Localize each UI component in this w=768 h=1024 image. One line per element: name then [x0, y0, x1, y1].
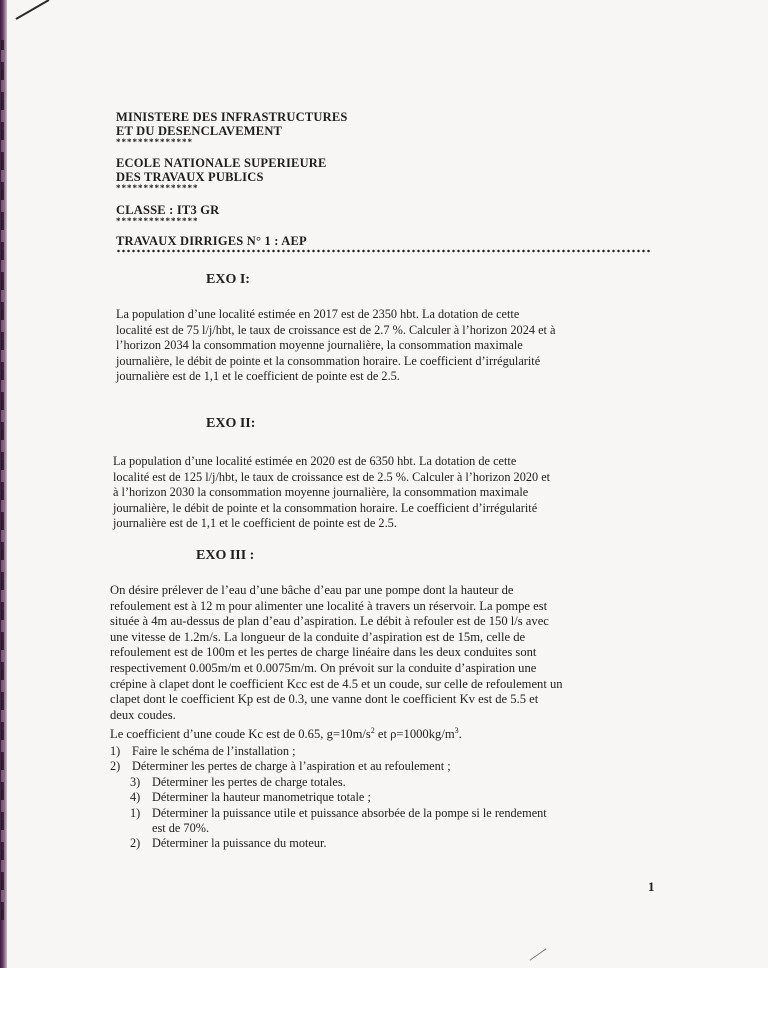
class-label: CLASSE : IT3 GR — [116, 203, 220, 217]
separator-stars: *************** — [116, 183, 199, 193]
header-block — [116, 110, 348, 147]
text-line: une vitesse de 1.2m/s. La longueur de la conduite d’aspiration est de 15m, celle de — [110, 629, 526, 644]
item-text: Déterminer les pertes de charge à l’aspiration et au refoulement ; — [132, 759, 451, 774]
text-line: journalière est de 1,1 et le coefficient de pointe est de 2.5. — [113, 516, 397, 531]
item-text: Déterminer la puissance du moteur. — [152, 836, 327, 851]
text-line: clapet dont le coefficient Kp est de 0.3, une vanne dont le coefficient Kv est de 5.5 et — [110, 692, 539, 707]
item-number: 2) — [130, 836, 141, 851]
school-line-1: ECOLE NATIONALE SUPERIEURE — [116, 156, 327, 170]
school-line-2: DES TRAVAUX PUBLICS — [116, 170, 264, 184]
item-text-continued: est de 70%. — [152, 821, 210, 836]
text-line: l’horizon 2034 la consommation moyenne journalière, la consommation maximale — [116, 338, 523, 353]
coef-text: et ρ=1000kg/m — [374, 727, 455, 742]
text-line: journalière, le débit de pointe et la consommation horaire. Le coefficient d’irrégularité — [113, 500, 538, 515]
list-item — [110, 759, 670, 774]
separator-stars: ************** — [116, 137, 193, 147]
exo1-title: EXO I: — [206, 272, 250, 287]
exo1-paragraph — [116, 307, 656, 385]
text-line: refoulement est de 100m et les pertes de charge linéaire dans les deux conduites sont — [110, 645, 537, 660]
text-line: La population d’une localité estimée en 2017 est de 2350 hbt. La dotation de cette — [116, 307, 520, 321]
item-number: 1) — [130, 805, 141, 820]
text-line: située à 4m au-dessus de plan d’eau d’aspiration. Le débit à refouler est de 150 l/s avec — [110, 614, 549, 629]
item-text: Faire le schéma de l’installation ; — [132, 744, 296, 758]
list-item — [110, 744, 670, 759]
text-line: localité est de 75 l/j/hbt, le taux de croissance est de 2.7 %. Calculer à l’horizon 2024 et à — [116, 322, 556, 337]
exo3-title: EXO III : — [196, 548, 255, 563]
separator-stars: *************** — [116, 216, 199, 226]
dotted-divider — [116, 249, 650, 253]
ministry-line-1: MINISTERE DES INFRASTRUCTURES — [116, 110, 348, 124]
item-number: 3) — [130, 774, 141, 789]
item-text: Déterminer la hauteur manometrique totale ; — [152, 790, 371, 805]
pen-mark — [16, 0, 50, 20]
exo3-paragraph — [110, 583, 655, 743]
text-line: localité est de 125 l/j/hbt, le taux de croissance est de 2.5 %. Calculer à l’horizon 2020 et — [113, 469, 551, 484]
class-block — [116, 203, 219, 226]
text-line: La population d’une localité estimée en 2020 est de 6350 hbt. La dotation de cette — [113, 454, 517, 468]
item-text: Déterminer la puissance utile et puissance absorbée de la pompe si le rendement — [152, 805, 547, 820]
text-line: respectivement 0.005m/m et 0.0075m/m. On prévoit sur la conduite d’aspiration une — [110, 660, 537, 675]
list-item — [110, 775, 670, 790]
exo2-title: EXO II: — [206, 416, 256, 431]
text-line: deux coudes. — [110, 707, 176, 722]
page-number: 1 — [648, 879, 655, 894]
item-number: 2) — [110, 759, 121, 774]
coef-text: . — [458, 727, 462, 742]
item-number: 1) — [110, 744, 121, 758]
text-line: journalière est de 1,1 et le coefficient de pointe est de 2.5. — [116, 369, 400, 384]
text-line: crépine à clapet dont le coefficient Kcc est de 4.5 et un coude, sur celle de refoulement un — [110, 676, 563, 691]
coef-exponent: 2 — [370, 726, 375, 736]
text-line: à l’horizon 2030 la consommation moyenne journalière, la consommation maximale — [113, 485, 529, 500]
pen-mark — [530, 948, 547, 960]
coef-text: Le coefficient d’une coude Kc est de 0.65, g=10m/s — [110, 727, 371, 742]
list-item — [110, 790, 670, 805]
coef-exponent: 3 — [454, 726, 459, 736]
item-text: Déterminer les pertes de charge totales. — [152, 774, 346, 789]
list-item — [110, 806, 670, 837]
ministry-line-2: ET DU DESENCLAVEMENT — [116, 124, 283, 138]
text-line: On désire prélever de l’eau d’une bâche d’eau par une pompe dont la hauteur de — [110, 583, 514, 597]
exo2-paragraph — [113, 454, 653, 532]
questions-list — [110, 744, 670, 852]
text-line: journalière, le débit de pointe et la consommation horaire. Le coefficient d’irrégularité — [116, 353, 541, 368]
school-block — [116, 156, 327, 193]
td-title: TRAVAUX DIRRIGES N° 1 : AEP — [116, 234, 307, 248]
coefficient-line — [110, 723, 655, 743]
binding-edge — [0, 0, 7, 968]
text-line: refoulement est à 12 m pour alimenter une localité à travers un réservoir. La pompe est — [110, 598, 548, 613]
list-item — [110, 836, 670, 851]
item-number: 4) — [130, 790, 141, 805]
